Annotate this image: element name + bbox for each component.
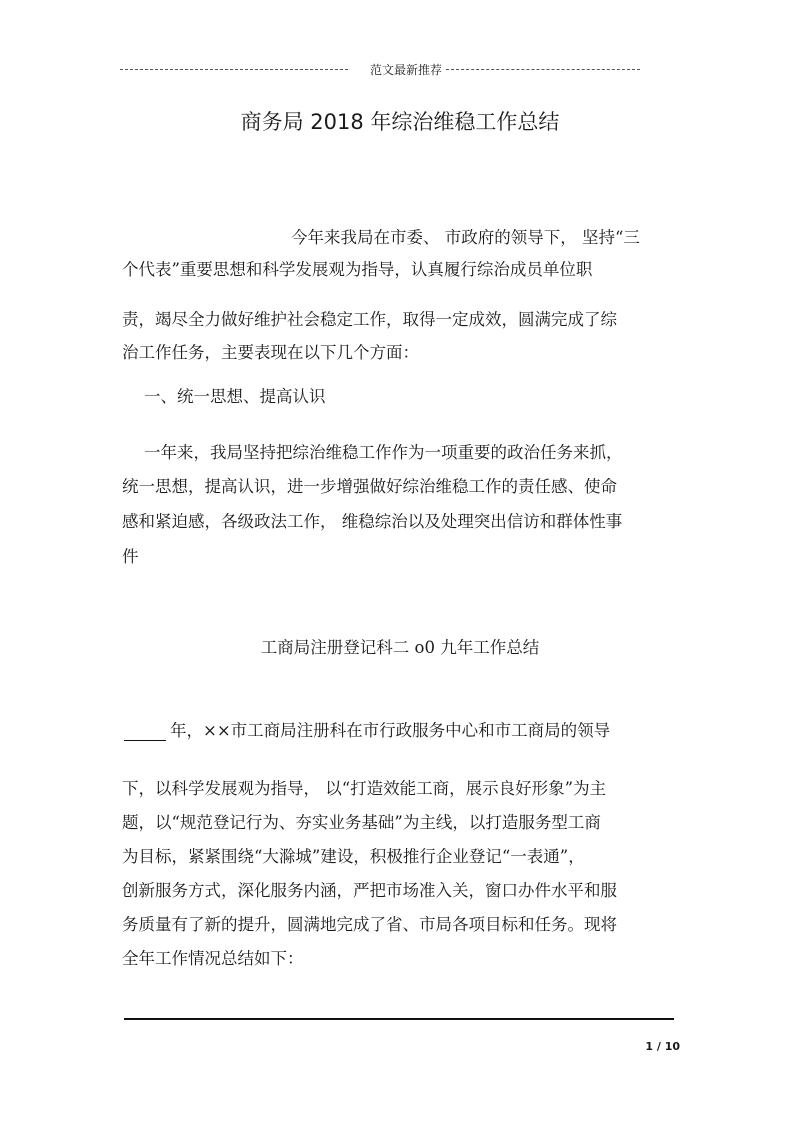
paragraph-line: 题，以“规范登记行为、夯实业务基础”为主线，以打造服务型工商: [122, 813, 601, 832]
paragraph-line: 下，以科学发展观为指导， 以“打造效能工商，展示良好形象”为主: [122, 779, 607, 798]
paragraph-line: 今年来我局在市委、 市政府的领导下， 坚持“三: [291, 228, 640, 247]
paragraph-line: 责，竭尽全力做好维护社会稳定工作，取得一定成效，圆满完成了综: [122, 310, 617, 329]
document-title: 商务局 2018 年综治维稳工作总结: [240, 110, 560, 134]
blank-underline: [124, 722, 166, 741]
paragraph-first-line: [124, 717, 610, 741]
section-title: 工商局注册登记科二 o0 九年工作总结: [260, 638, 540, 657]
paragraph-line: 务质量有了新的提升，圆满地完成了省、市局各项目标和任务。现将: [122, 915, 617, 934]
paragraph-line: 全年工作情况总结如下：: [122, 949, 304, 968]
header-rule-right: [446, 69, 640, 70]
paragraph-line: 统一思想，提高认识，进一步增强做好综治维稳工作的责任感、使命: [122, 477, 617, 496]
paragraph-line: 创新服务方式，深化服务内涵，严把市场准入关，窗口办件水平和服: [122, 881, 617, 900]
paragraph-line: 为目标，紧紧围绕“大滁城”建设，积极推行企业登记“一表通”，: [122, 847, 585, 866]
paragraph-line: 件: [122, 547, 139, 566]
section-heading: 一、统一思想、提高认识: [144, 387, 326, 406]
paragraph-line: 感和紧迫感，各级政法工作， 维稳综治以及处理突出信访和群体性事: [122, 512, 623, 531]
paragraph-text: 年，××市工商局注册科在市行政服务中心和市工商局的领导: [170, 721, 611, 740]
paragraph-line: 治工作任务，主要表现在以下几个方面：: [122, 343, 419, 362]
paragraph-line: 一年来，我局坚持把综治维稳工作作为一项重要的政治任务来抓，: [144, 443, 623, 462]
header-rule-left: [120, 69, 348, 70]
page-number: 1 / 10: [645, 1040, 680, 1053]
paragraph-line: 个代表”重要思想和科学发展观为指导，认真履行综治成员单位职: [122, 260, 593, 279]
footer-rule: [124, 1018, 674, 1020]
header-label: 范文最新推荐: [370, 63, 443, 77]
